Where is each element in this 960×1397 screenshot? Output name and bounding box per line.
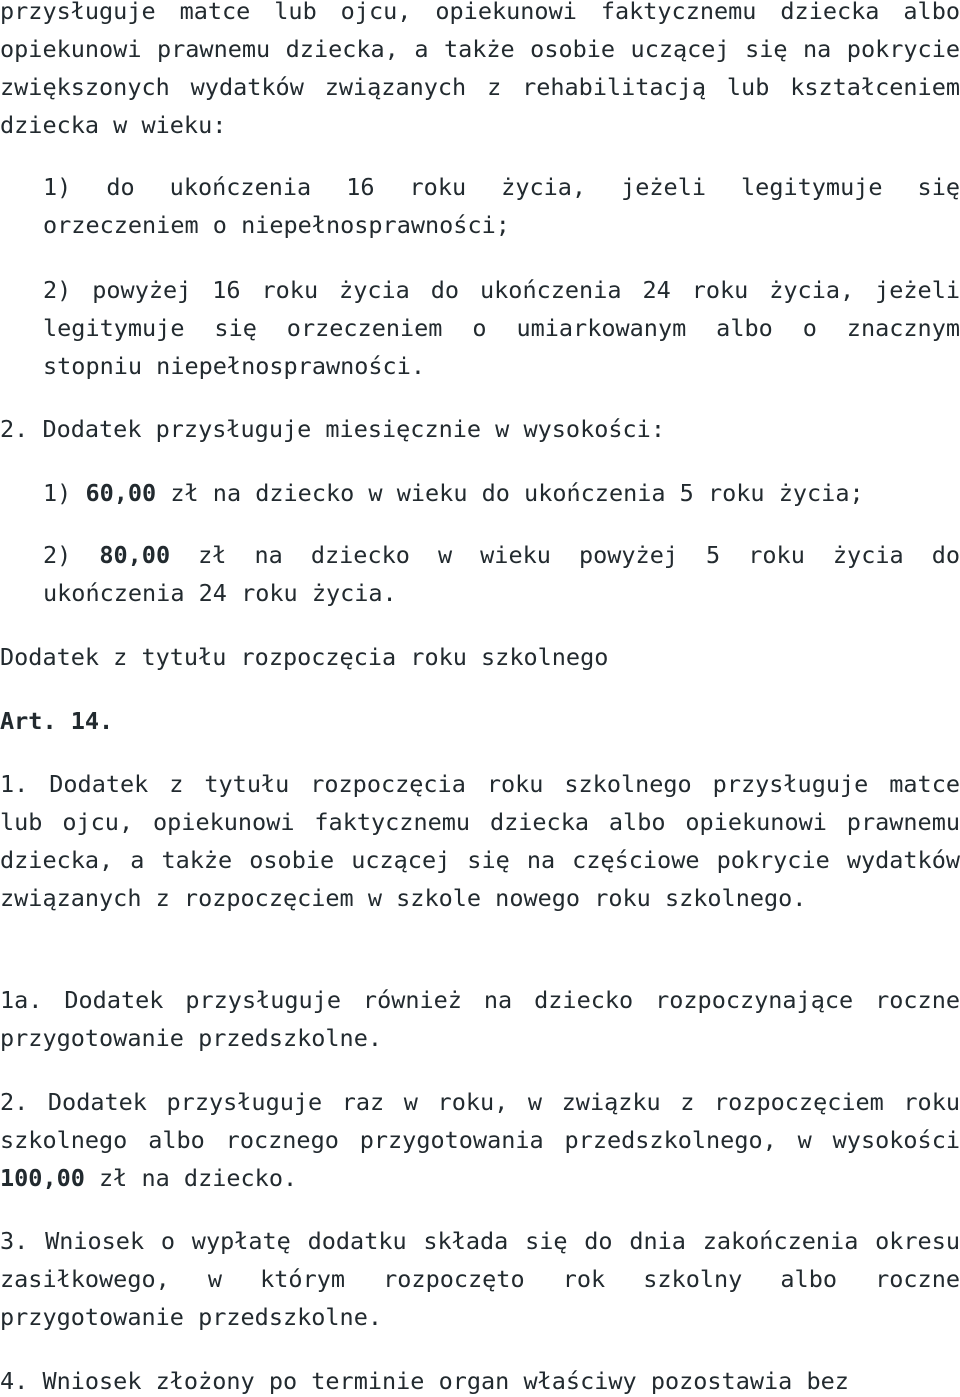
amount-item-1 [43, 474, 960, 512]
monthly-paragraph: 2. Dodatek przysługuje miesięcznie w wysokości: [0, 415, 665, 443]
art-paragraph-2-text: 2. Dodatek przysługuje raz w roku, w związku z rozpoczęciem roku szkolnego albo rocznego przygotowania przedszkolnego, w wysokości [0, 1088, 960, 1154]
amount-item-2-value: 80,00 [99, 541, 171, 569]
article-number: Art. 14. [0, 707, 114, 735]
age-item-2: 2) powyżej 16 roku życia do ukończenia 24 roku życia, jeżeli legitymuje się orzeczeniem o umiarkowanym albo o znacznym stopniu niepełnosprawności. [43, 276, 960, 380]
section-title: Dodatek z tytułu rozpoczęcia roku szkolnego [0, 643, 609, 671]
art-paragraph-4: 4. Wniosek złożony po terminie organ właściwy pozostawia bez [0, 1367, 849, 1395]
art-paragraph-2-suffix: zł na dziecko. [84, 1164, 298, 1192]
art-paragraph-2 [0, 1083, 960, 1197]
amount-item-2 [43, 536, 960, 612]
age-item-1: 1) do ukończenia 16 roku życia, jeżeli legitymuje się orzeczeniem o niepełnosprawności; [43, 173, 960, 239]
art-paragraph-1: 1. Dodatek z tytułu rozpoczęcia roku szkolnego przysługuje matce lub ojcu, opiekunowi faktycznemu dziecka albo opiekunowi prawnemu dziecka, a także osobie uczącej się na częściowe pokrycie wydatków związanych z rozpoczęciem w szkole nowego roku szkolnego. [0, 770, 960, 912]
art-paragraph-3: 3. Wniosek o wypłatę dodatku składa się do dnia zakończenia okresu zasiłkowego, w którym rozpoczęto rok szkolny albo roczne przygotowanie przedszkolne. [0, 1227, 960, 1331]
amount-item-1-suffix: zł na dziecko w wieku do ukończenia 5 roku życia; [156, 479, 864, 507]
art-paragraph-1a: 1a. Dodatek przysługuje również na dziecko rozpoczynające roczne przygotowanie przedszkolne. [0, 986, 960, 1052]
amount-item-2-prefix: 2) [43, 541, 100, 569]
amount-item-1-value: 60,00 [85, 479, 157, 507]
amount-item-2-suffix: zł na dziecko w wieku powyżej 5 roku życia do ukończenia 24 roku życia. [43, 541, 960, 607]
art-paragraph-2-amount: 100,00 [0, 1164, 85, 1192]
amount-item-1-prefix: 1) [43, 479, 86, 507]
intro-paragraph: przysługuje matce lub ojcu, opiekunowi faktycznemu dziecka albo opiekunowi prawnemu dziecka, a także osobie uczącej się na pokrycie zwiększonych wydatków związanych z rehabilitacją lub kształceniem dziecka w wieku: [0, 0, 960, 139]
